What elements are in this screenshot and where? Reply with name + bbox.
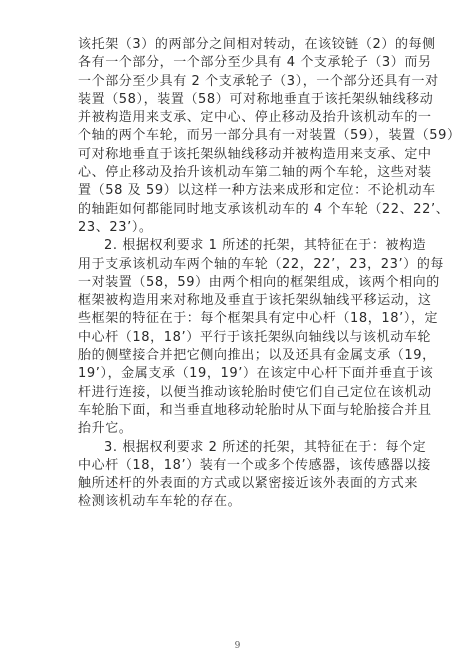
- text-line: 框架被构造用来对称地及垂直于该托架纵轴线平移运动，这: [78, 293, 432, 309]
- text-line: 中心杆（18，18’）平行于该托架纵向轴线以与该机动车轮: [78, 329, 432, 345]
- text-line: 并被构造用来支承、定中心、停止移动及抬升该机动车的一: [78, 110, 432, 126]
- text-line: 胎的侧壁接合并把它侧向推出；以及还具有金属支承（19，: [78, 348, 436, 364]
- paragraph-claim-3: [78, 439, 432, 512]
- paragraph-claim-1-continued: [78, 36, 461, 237]
- text-line: 车轮胎下面，和当垂直地移动轮胎时从下面与轮胎接合并且: [78, 402, 432, 418]
- text-line: 抬升它。: [78, 421, 133, 437]
- text-line: 各有一个部分，一个部分至少具有 4 个支承轮子（3）而另: [78, 55, 432, 71]
- page-number: 9: [234, 641, 241, 651]
- text-line: 该托架（3）的两部分之间相对转动，在该铰链（2）的每侧: [78, 37, 436, 52]
- text-line: 心、停止移动及抬升该机动车第二轴的两个车轮，这些对装: [78, 165, 432, 181]
- text-line: 一个部分至少具有 2 个支承轮子（3），一个部分还具有一对: [78, 73, 439, 89]
- text-line: 用于支承该机动车两个轴的车轮（22，22’，23，23’）的每: [78, 256, 445, 272]
- text-line: 一对装置（58，59）由两个相向的框架组成，该两个相向的: [78, 274, 440, 290]
- text-line: 3. 根据权利要求 2 所述的托架，其特征在于：每个定: [104, 439, 427, 455]
- claims-text: [78, 36, 461, 512]
- text-line: 可对称地垂直于该托架纵轴线移动并被构造用来支承、定中: [78, 146, 432, 162]
- text-line: 置（58 及 59）以这样一种方法来成形和定位：不论机动车: [78, 183, 436, 199]
- paragraph-claim-2: [78, 237, 445, 438]
- text-line: 些框架的特征在于：每个框架具有定中心杆（18，18’），定: [78, 311, 439, 327]
- text-line: 19’），金属支承（19，19’）在该定中心杆下面并垂直于该: [78, 366, 434, 382]
- text-line: 23、23’）。: [78, 219, 153, 235]
- text-line: 杆进行连接，以便当推动该轮胎时使它们自己定位在该机动: [78, 384, 432, 400]
- text-line: 个轴的两个车轮，而另一部分具有一对装置（59），装置（59）: [78, 128, 461, 144]
- text-line: 2. 根据权利要求 1 所述的托架，其特征在于：被构造: [104, 238, 427, 254]
- text-line: 的轴距如何都能同时地支承该机动车的 4 个车轮（22、22’、: [78, 201, 450, 217]
- text-line: 装置（58），装置（58）可对称地垂直于该托架纵轴线移动: [78, 91, 434, 107]
- text-line: 检测该机动车车轮的存在。: [78, 494, 242, 510]
- text-line: 中心杆（18，18’）装有一个或多个传感器，该传感器以接: [78, 457, 432, 473]
- text-line: 触所述杆的外表面的方式或以紧密接近该外表面的方式来: [78, 476, 419, 492]
